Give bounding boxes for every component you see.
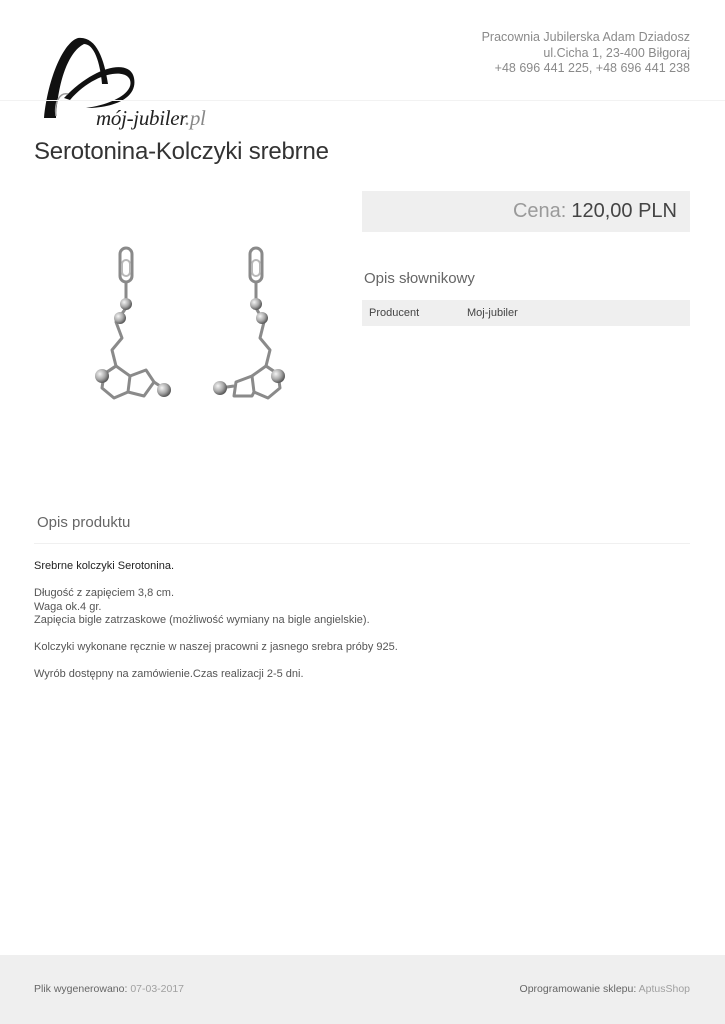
dictionary-row xyxy=(362,300,690,326)
description-lead: Srebrne kolczyki Serotonina. xyxy=(34,560,175,572)
shop-phones: +48 696 441 225, +48 696 441 238 xyxy=(494,61,690,75)
page-footer xyxy=(0,955,725,1024)
shop-contact-block xyxy=(482,30,690,77)
price-box xyxy=(362,191,690,232)
dictionary-heading: Opis słownikowy xyxy=(364,270,475,287)
software-link[interactable]: AptusShop xyxy=(638,983,690,995)
price-value: 120,00 PLN xyxy=(571,200,677,222)
shop-address: ul.Cicha 1, 23-400 Biłgoraj xyxy=(543,45,690,60)
shop-name: Pracownia Jubilerska Adam Dziadosz xyxy=(481,30,690,44)
description-material: Kolczyki wykonane ręcznie w naszej pracowni z jasnego srebra próby 925. xyxy=(34,641,398,653)
generated-label: Plik wygenerowano: xyxy=(34,983,128,995)
generated-info xyxy=(34,983,184,995)
price-label: Cena: xyxy=(512,200,567,222)
product-title: Serotonina-Kolczyki srebrne xyxy=(34,138,329,165)
generated-date: 07-03-2017 xyxy=(130,983,185,995)
header-divider xyxy=(0,100,725,101)
dictionary-value: Moj-jubiler xyxy=(467,307,518,319)
logo-wordmark: mój-jubiler.pl xyxy=(96,106,206,130)
product-photo xyxy=(34,200,334,440)
description-body xyxy=(34,560,690,695)
description-availability: Wyrób dostępny na zamówienie.Czas realizacji 2-5 dni. xyxy=(34,668,304,680)
dictionary-key: Producent xyxy=(369,307,420,319)
description-specs xyxy=(34,587,690,628)
spec-clasp: Zapięcia bigle zatrzaskowe (możliwość wymiany na bigle angielskie). xyxy=(34,614,370,626)
spec-length: Długość z zapięciem 3,8 cm. xyxy=(34,587,174,599)
software-label: Oprogramowanie sklepu: xyxy=(519,983,637,995)
description-heading: Opis produktu xyxy=(37,514,131,531)
software-info xyxy=(520,983,690,995)
description-divider xyxy=(34,543,690,544)
spec-weight: Waga ok.4 gr. xyxy=(34,600,102,613)
